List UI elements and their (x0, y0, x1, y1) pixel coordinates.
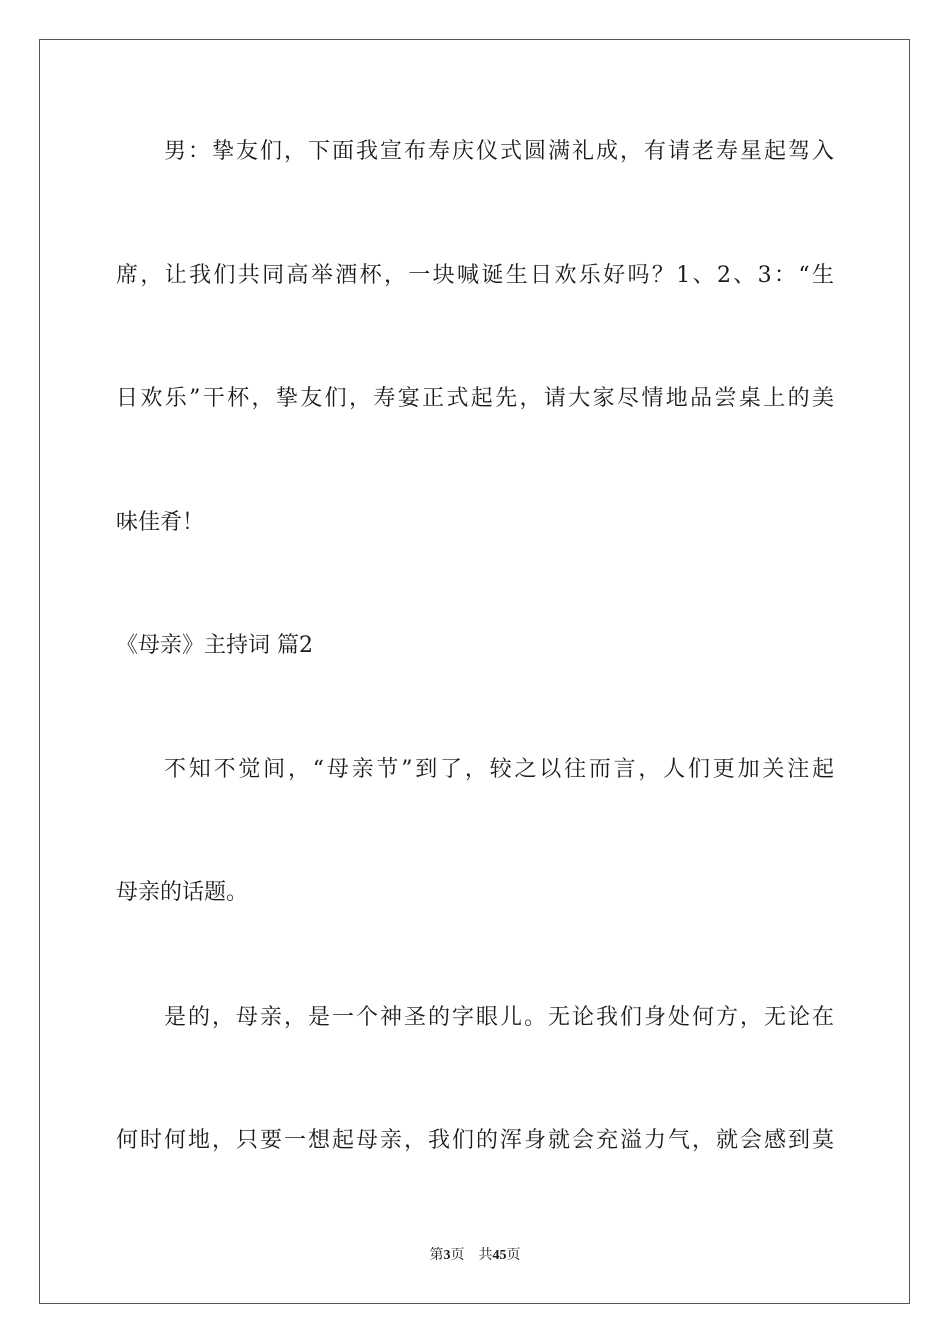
footer-total-suffix: 页 (506, 1248, 521, 1263)
paragraph-line-6: 母亲的话题。 (116, 880, 249, 905)
paragraph-line-4: 味佳肴！ (116, 510, 205, 535)
paragraph-line-3: 日欢乐”干杯，挚友们，寿宴正式起先，请大家尽情地品尝桌上的美 (116, 386, 834, 411)
paragraph-line-1: 男：挚友们，下面我宣布寿庆仪式圆满礼成，有请老寿星起驾入 (164, 139, 834, 164)
page-footer (0, 1244, 950, 1264)
paragraph-line-8: 何时何地，只要一想起母亲，我们的浑身就会充溢力气，就会感到莫 (116, 1128, 834, 1153)
section-heading: 《母亲》主持词 篇2 (116, 633, 313, 658)
footer-total-prefix: 共 (478, 1248, 493, 1263)
page-frame (39, 39, 910, 1304)
footer-total-pages: 45 (492, 1248, 507, 1263)
paragraph-line-2: 席，让我们共同高举酒杯，一块喊诞生日欢乐好吗？1、2、3：“生 (116, 263, 834, 288)
footer-page-prefix: 第 (429, 1248, 444, 1263)
paragraph-line-5: 不知不觉间，“母亲节”到了，较之以往而言，人们更加关注起 (164, 757, 834, 782)
footer-page-number: 3 (443, 1248, 451, 1263)
paragraph-line-7: 是的，母亲，是一个神圣的字眼儿。无论我们身处何方，无论在 (164, 1005, 834, 1030)
footer-page-suffix: 页 (450, 1248, 465, 1263)
